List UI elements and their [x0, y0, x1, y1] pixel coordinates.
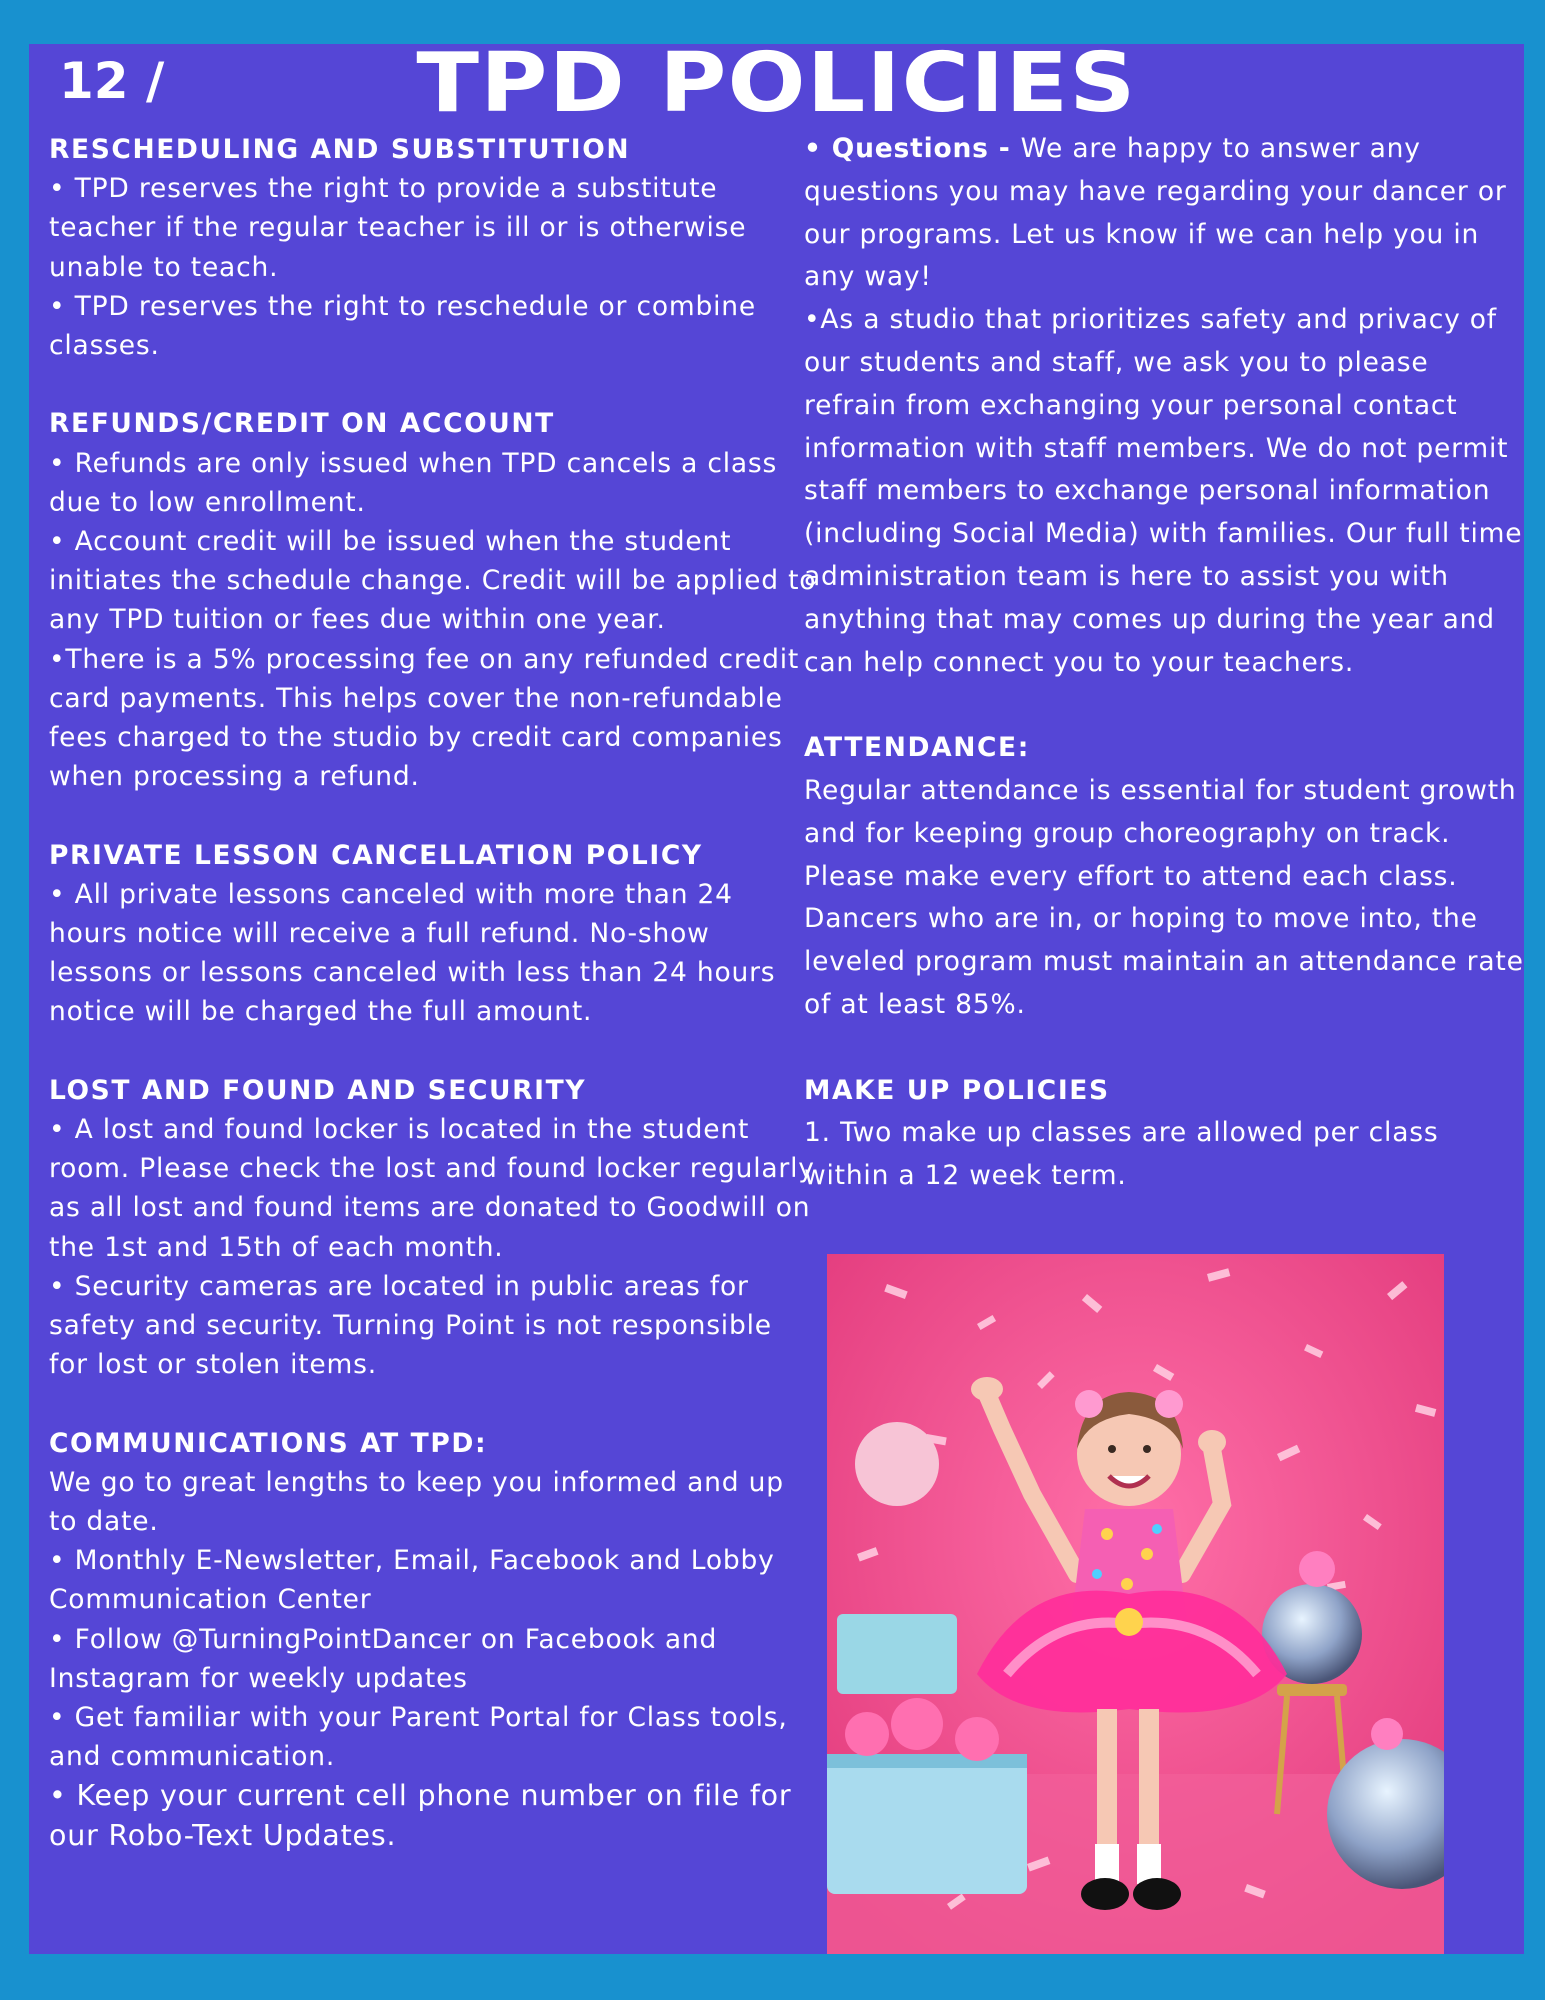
refunds-heading: REFUNDS/CREDIT ON ACCOUNT	[49, 408, 555, 440]
communications-line-5: • Keep your current cell phone number on file for our Robo-Text Updates.	[49, 1779, 792, 1853]
section-gap	[49, 796, 819, 835]
rescheduling-heading: RESCHEDULING AND SUBSTITUTION	[49, 134, 631, 165]
dancer-photo-illustration	[827, 1254, 1444, 1954]
makeup-section	[804, 1070, 1524, 1198]
lost-found-line-1: • A lost and found locker is located in the student room. Please check the lost and found locker regularly as all lost and found items are donated to Goodwill on the 1st and 15th of each month.	[49, 1114, 815, 1263]
attendance-text: Regular attendance is essential for student growth and for keeping group choreography on track. Please make every effort to attend each class. Dancers who are in, or hoping to move into, the leveled program must maintain an attendance rate of at least 85%.	[804, 774, 1524, 1020]
refunds-line-3: •There is a 5% processing fee on any refunded credit card payments. This helps cover the non-refundable fees charged to the studio by credit card companies when processing a refund.	[49, 643, 800, 793]
left-column	[49, 130, 819, 1856]
lost-found-section	[49, 1071, 819, 1385]
communications-line-4: • Get familiar with your Parent Portal for Class tools, and communication.	[49, 1702, 788, 1773]
page-panel	[29, 36, 1524, 1954]
section-gap	[49, 1384, 819, 1423]
makeup-text: 1. Two make up classes are allowed per class within a 12 week term.	[804, 1117, 1439, 1192]
section-gap	[49, 1032, 819, 1071]
communications-line-1: We go to great lengths to keep you informed and up to date.	[49, 1466, 784, 1538]
right-column	[804, 128, 1524, 1198]
questions-text: We are happy to answer any questions you may have regarding your dancer or our programs. Let us know if we can help you in any way!	[804, 133, 1507, 293]
communications-section	[49, 1424, 819, 1857]
lost-found-line-2: • Security cameras are located in public areas for safety and security. Turning Point is not responsible for lost or stolen items.	[49, 1270, 772, 1381]
rescheduling-line-1: • TPD reserves the right to provide a substitute teacher if the regular teacher is ill or is otherwise unable to teach.	[49, 173, 747, 283]
dancer-photo	[827, 1254, 1444, 1954]
page-number: 12 /	[59, 52, 165, 110]
private-lesson-heading: PRIVATE LESSON CANCELLATION POLICY	[49, 839, 703, 871]
refunds-section	[49, 404, 819, 796]
lost-found-heading: LOST AND FOUND AND SECURITY	[49, 1074, 587, 1106]
section-gap	[804, 684, 1524, 727]
makeup-heading: MAKE UP POLICIES	[804, 1074, 1110, 1106]
communications-heading: COMMUNICATIONS AT TPD:	[49, 1427, 488, 1459]
section-gap	[804, 1027, 1524, 1070]
questions-lead: • Questions -	[804, 133, 1021, 164]
attendance-heading: ATTENDANCE:	[804, 732, 1030, 764]
rescheduling-section	[49, 130, 819, 365]
refunds-line-1: • Refunds are only issued when TPD cancels a class due to low enrollment.	[49, 447, 778, 518]
attendance-section	[804, 727, 1524, 1027]
communications-line-2: • Monthly E-Newsletter, Email, Facebook and Lobby Communication Center	[49, 1545, 775, 1616]
section-gap	[49, 365, 819, 404]
questions-paragraph	[804, 128, 1524, 299]
communications-line-3: • Follow @TurningPointDancer on Facebook and Instagram for weekly updates	[49, 1623, 718, 1694]
refunds-line-2: • Account credit will be issued when the student initiates the schedule change. Credit will be applied to any TPD tuition or fees due within one year.	[49, 526, 817, 636]
questions-section	[804, 128, 1524, 684]
private-lesson-section	[49, 836, 819, 1032]
rescheduling-line-2: • TPD reserves the right to reschedule or combine classes.	[49, 290, 756, 362]
page-title: TPD POLICIES	[416, 36, 1137, 131]
privacy-paragraph: •As a studio that prioritizes safety and privacy of our students and staff, we ask you to please refrain from exchanging your personal contact information with staff members. We do not permit staff members to exchange personal information (including Social Media) with families. Our full time administration team is here to assist you with anything that may comes up during the year and can help connect you to your teachers.	[804, 304, 1523, 678]
private-lesson-line-1: • All private lessons canceled with more than 24 hours notice will receive a full refund. No-show lessons or lessons canceled with less than 24 hours notice will be charged the full amount.	[49, 878, 776, 1028]
